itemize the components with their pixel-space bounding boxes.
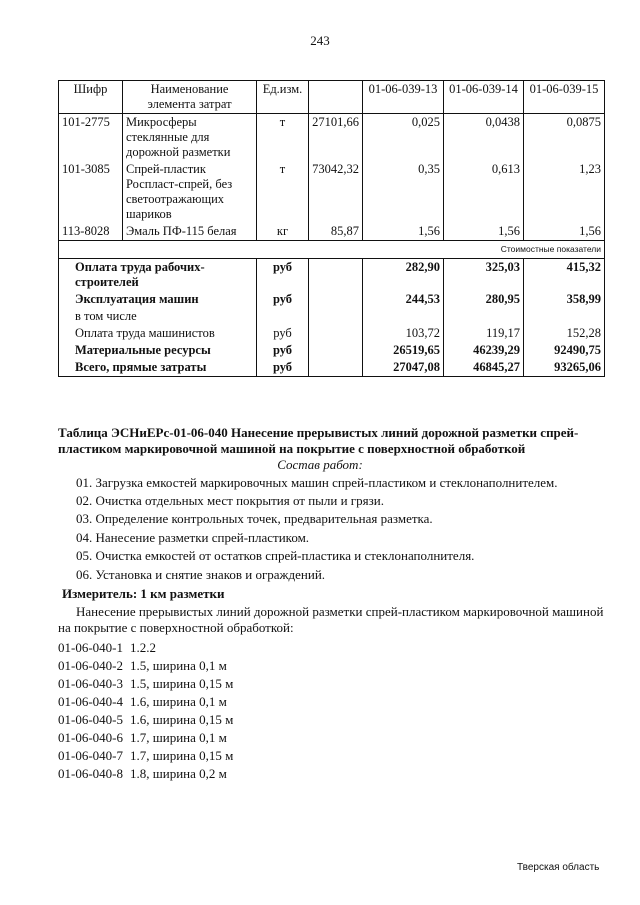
summary-v14: 325,03 xyxy=(444,259,524,292)
summary-unit: руб xyxy=(257,342,309,359)
summary-v13: 26519,65 xyxy=(363,342,444,359)
summary-v13: 244,53 xyxy=(363,291,444,308)
summary-v15 xyxy=(524,308,605,325)
header-unit: Ед.изм. xyxy=(257,81,309,114)
summary-v15: 152,28 xyxy=(524,325,605,342)
work-item: 02. Очистка отдельных мест покрытия от пыли и грязи. xyxy=(76,493,384,508)
code-key: 01-06-040-8 xyxy=(58,766,123,781)
table-row xyxy=(59,223,605,241)
summary-v13: 282,90 xyxy=(363,259,444,292)
code-item xyxy=(58,748,233,764)
summary-row xyxy=(59,308,605,325)
summary-name: Всего, прямые затраты xyxy=(59,359,257,377)
material-v13: 0,35 xyxy=(363,161,444,223)
description: Нанесение прерывистых линий дорожной разметки спрей-пластиком маркировочной машиной на покрытие с поверхностной обработкой: xyxy=(58,604,604,635)
summary-v15: 415,32 xyxy=(524,259,605,292)
code-text: 1.7, ширина 0,15 м xyxy=(130,748,234,763)
code-text: 1.2.2 xyxy=(130,640,156,655)
table-row xyxy=(59,161,605,223)
summary-v14: 46239,29 xyxy=(444,342,524,359)
resource-table xyxy=(58,80,605,377)
cost-indicators-row xyxy=(59,241,605,259)
page-number: 243 xyxy=(310,33,330,48)
composition-title: Состав работ: xyxy=(277,457,363,472)
summary-row xyxy=(59,325,605,342)
material-v15: 1,56 xyxy=(524,223,605,241)
work-item: 01. Загрузка емкостей маркировочных машин спрей-пластиком и стеклонаполнителем. xyxy=(76,475,558,490)
header-col-14: 01-06-039-14 xyxy=(444,81,524,114)
code-item xyxy=(58,730,227,746)
table-row xyxy=(59,114,605,162)
summary-price xyxy=(309,259,363,292)
code-text: 1.5, ширина 0,1 м xyxy=(130,658,227,673)
material-price: 73042,32 xyxy=(309,161,363,223)
material-v14: 0,0438 xyxy=(444,114,524,162)
work-item: 03. Определение контрольных точек, предварительная разметка. xyxy=(76,511,433,526)
summary-v15: 92490,75 xyxy=(524,342,605,359)
summary-v14: 280,95 xyxy=(444,291,524,308)
material-price: 85,87 xyxy=(309,223,363,241)
material-unit: т xyxy=(257,161,309,223)
summary-v15: 93265,06 xyxy=(524,359,605,377)
material-v15: 0,0875 xyxy=(524,114,605,162)
table-header-row xyxy=(59,81,605,114)
code-item xyxy=(58,766,227,782)
summary-price xyxy=(309,291,363,308)
code-item xyxy=(58,712,233,728)
code-item xyxy=(58,640,156,656)
summary-row xyxy=(59,291,605,308)
work-item: 06. Установка и снятие знаков и ограждений. xyxy=(76,567,326,582)
code-key: 01-06-040-4 xyxy=(58,694,123,709)
summary-v14: 119,17 xyxy=(444,325,524,342)
summary-name: Материальные ресурсы xyxy=(59,342,257,359)
code-item xyxy=(58,658,227,674)
code-text: 1.6, ширина 0,15 м xyxy=(130,712,234,727)
material-price: 27101,66 xyxy=(309,114,363,162)
summary-unit: руб xyxy=(257,259,309,292)
code-text: 1.5, ширина 0,15 м xyxy=(130,676,234,691)
material-v14: 0,613 xyxy=(444,161,524,223)
material-v14: 1,56 xyxy=(444,223,524,241)
header-col-15: 01-06-039-15 xyxy=(524,81,605,114)
summary-price xyxy=(309,308,363,325)
header-code: Шифр xyxy=(59,81,123,114)
summary-price xyxy=(309,342,363,359)
summary-row xyxy=(59,359,605,377)
code-key: 01-06-040-7 xyxy=(58,748,123,763)
code-key: 01-06-040-2 xyxy=(58,658,123,673)
code-item xyxy=(58,694,227,710)
material-code: 101-2775 xyxy=(59,114,123,162)
summary-name: в том числе xyxy=(59,308,257,325)
material-unit: кг xyxy=(257,223,309,241)
cost-indicators-label: Стоимостные показатели xyxy=(59,241,605,259)
material-code: 113-8028 xyxy=(59,223,123,241)
material-v15: 1,23 xyxy=(524,161,605,223)
header-price xyxy=(309,81,363,114)
summary-unit xyxy=(257,308,309,325)
code-item xyxy=(58,676,233,692)
material-v13: 0,025 xyxy=(363,114,444,162)
summary-v14 xyxy=(444,308,524,325)
summary-row xyxy=(59,342,605,359)
material-v13: 1,56 xyxy=(363,223,444,241)
summary-v13: 27047,08 xyxy=(363,359,444,377)
code-key: 01-06-040-1 xyxy=(58,640,123,655)
work-item: 04. Нанесение разметки спрей-пластиком. xyxy=(76,530,310,545)
material-name: Эмаль ПФ-115 белая xyxy=(123,223,257,241)
summary-price xyxy=(309,325,363,342)
summary-v15: 358,99 xyxy=(524,291,605,308)
work-item: 05. Очистка емкостей от остатков спрей-пластика и стеклонаполнителя. xyxy=(76,548,475,563)
summary-v13 xyxy=(363,308,444,325)
summary-v13: 103,72 xyxy=(363,325,444,342)
material-unit: т xyxy=(257,114,309,162)
section-title: Таблица ЭСНиЕРс-01-06-040 Нанесение прерывистых линий дорожной разметки спрей-пластиком маркировочной машиной на покрытие с поверхностной обработкой xyxy=(58,425,579,456)
summary-price xyxy=(309,359,363,377)
code-key: 01-06-040-6 xyxy=(58,730,123,745)
summary-row xyxy=(59,259,605,292)
measure-unit: Измеритель: 1 км разметки xyxy=(62,586,225,601)
summary-name: Оплата труда машинистов xyxy=(59,325,257,342)
header-name: Наименование элемента затрат xyxy=(123,81,257,114)
summary-name: Эксплуатация машин xyxy=(59,291,257,308)
material-code: 101-3085 xyxy=(59,161,123,223)
material-name: Спрей-пластик Роспласт-спрей, без светоотражающих шариков xyxy=(123,161,257,223)
code-text: 1.6, ширина 0,1 м xyxy=(130,694,227,709)
summary-v14: 46845,27 xyxy=(444,359,524,377)
summary-unit: руб xyxy=(257,359,309,377)
summary-unit: руб xyxy=(257,325,309,342)
footer-region: Тверская область xyxy=(517,862,600,873)
code-text: 1.8, ширина 0,2 м xyxy=(130,766,227,781)
summary-unit: руб xyxy=(257,291,309,308)
code-text: 1.7, ширина 0,1 м xyxy=(130,730,227,745)
code-key: 01-06-040-5 xyxy=(58,712,123,727)
code-key: 01-06-040-3 xyxy=(58,676,123,691)
material-name: Микросферы стеклянные для дорожной разметки xyxy=(123,114,257,162)
summary-name: Оплата труда рабочих-строителей xyxy=(59,259,257,292)
header-col-13: 01-06-039-13 xyxy=(363,81,444,114)
